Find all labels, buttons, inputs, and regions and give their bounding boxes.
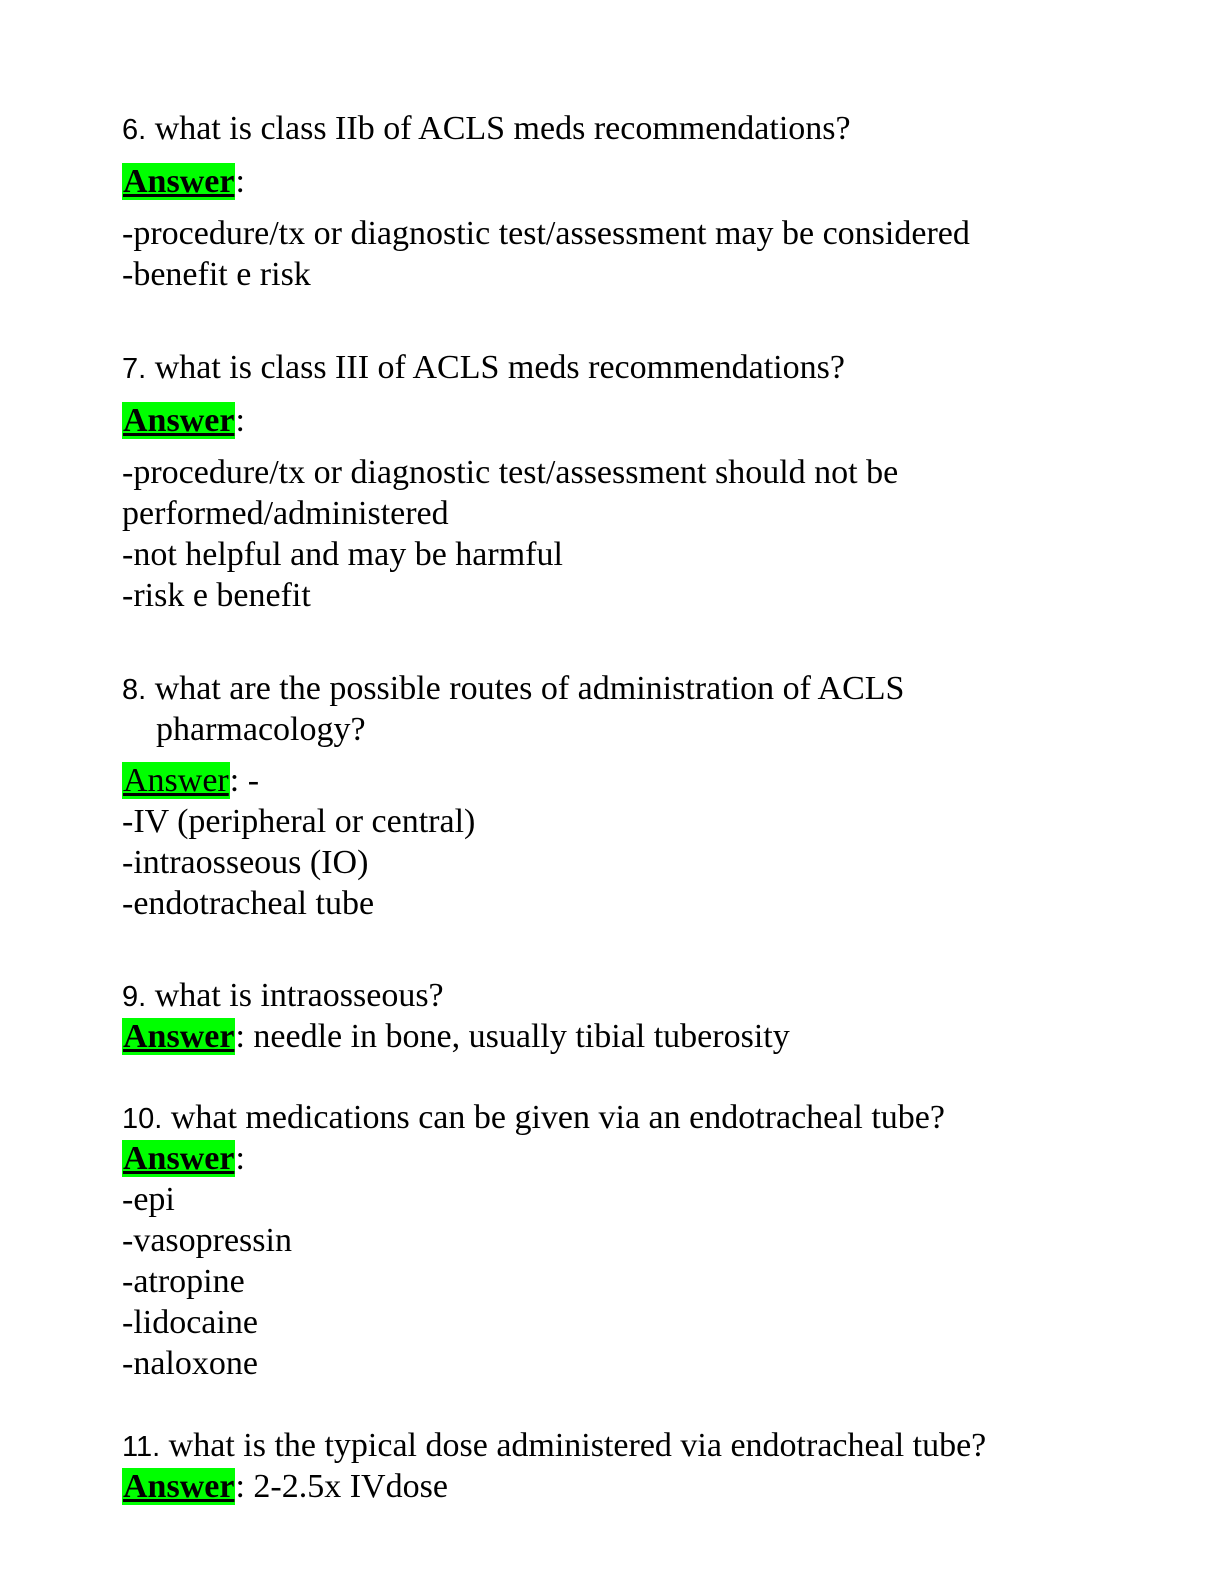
answer-suffix: : 2-2.5x IVdose <box>235 1468 448 1505</box>
answer-text-line: -naloxone <box>122 1345 258 1382</box>
answer-label: Answer <box>123 1018 235 1055</box>
question-line <box>122 1425 1062 1466</box>
answer-text-line: -vasopressin <box>122 1222 292 1259</box>
answer-suffix: : - <box>229 762 260 799</box>
qa-item-7 <box>122 347 1062 616</box>
answer-line <box>122 760 1062 801</box>
answer-text-line: -not helpful and may be harmful <box>122 536 563 573</box>
answer-text-line: -procedure/tx or diagnostic test/assessment may be considered <box>122 215 970 252</box>
answer-text-line: performed/administered <box>122 495 449 532</box>
question-line <box>122 347 1062 388</box>
answer-text-line: -atropine <box>122 1263 245 1300</box>
answer-line <box>122 1138 1062 1179</box>
answer-suffix: : needle in bone, usually tibial tuberosity <box>235 1018 790 1055</box>
question-text: what is the typical dose administered via endotracheal tube? <box>160 1427 987 1464</box>
question-continuation: pharmacology? <box>156 711 366 748</box>
question-number: 8. <box>122 674 147 706</box>
question-number: 11. <box>122 1431 161 1463</box>
answer-text-line: -epi <box>122 1181 175 1218</box>
answer-line <box>122 161 1062 202</box>
question-text: what is intraosseous? <box>146 977 444 1014</box>
answer-line <box>122 400 1062 441</box>
qa-item-6 <box>122 108 1062 295</box>
answer-suffix: : <box>235 402 245 439</box>
question-number: 10. <box>122 1103 163 1135</box>
question-number: 7. <box>122 353 147 385</box>
answer-suffix: : <box>235 163 245 200</box>
answer-text-line: -IV (peripheral or central) <box>122 803 476 840</box>
question-text: what is class III of ACLS meds recommendations? <box>146 349 845 386</box>
answer-line <box>122 1016 1062 1057</box>
qa-item-10 <box>122 1097 1062 1384</box>
qa-item-9 <box>122 975 1062 1057</box>
answer-suffix: : <box>235 1140 245 1177</box>
answer-label: Answer <box>123 163 235 200</box>
answer-label: Answer <box>123 402 235 439</box>
answer-text-line: -endotracheal tube <box>122 885 375 922</box>
qa-item-8 <box>122 668 1062 924</box>
question-line <box>122 108 1062 149</box>
question-text: what are the possible routes of administration of ACLS <box>146 670 905 707</box>
answer-label: Answer <box>123 1140 235 1177</box>
answer-text-line: -risk e benefit <box>122 577 311 614</box>
answer-text-line: -benefit e risk <box>122 256 311 293</box>
answer-line <box>122 1466 1062 1507</box>
question-line <box>122 668 1062 709</box>
qa-item-11 <box>122 1425 1062 1507</box>
question-number: 9. <box>122 981 147 1013</box>
answer-text-line: -intraosseous (IO) <box>122 844 369 881</box>
question-text: what medications can be given via an endotracheal tube? <box>162 1099 945 1136</box>
question-number: 6. <box>122 114 147 146</box>
answer-text-line: -lidocaine <box>122 1304 258 1341</box>
question-text: what is class IIb of ACLS meds recommendations? <box>146 110 851 147</box>
answer-label: Answer <box>123 762 229 799</box>
question-line <box>122 975 1062 1016</box>
answer-text-line: -procedure/tx or diagnostic test/assessment should not be <box>122 454 899 491</box>
question-line <box>122 1097 1062 1138</box>
answer-label: Answer <box>123 1468 235 1505</box>
